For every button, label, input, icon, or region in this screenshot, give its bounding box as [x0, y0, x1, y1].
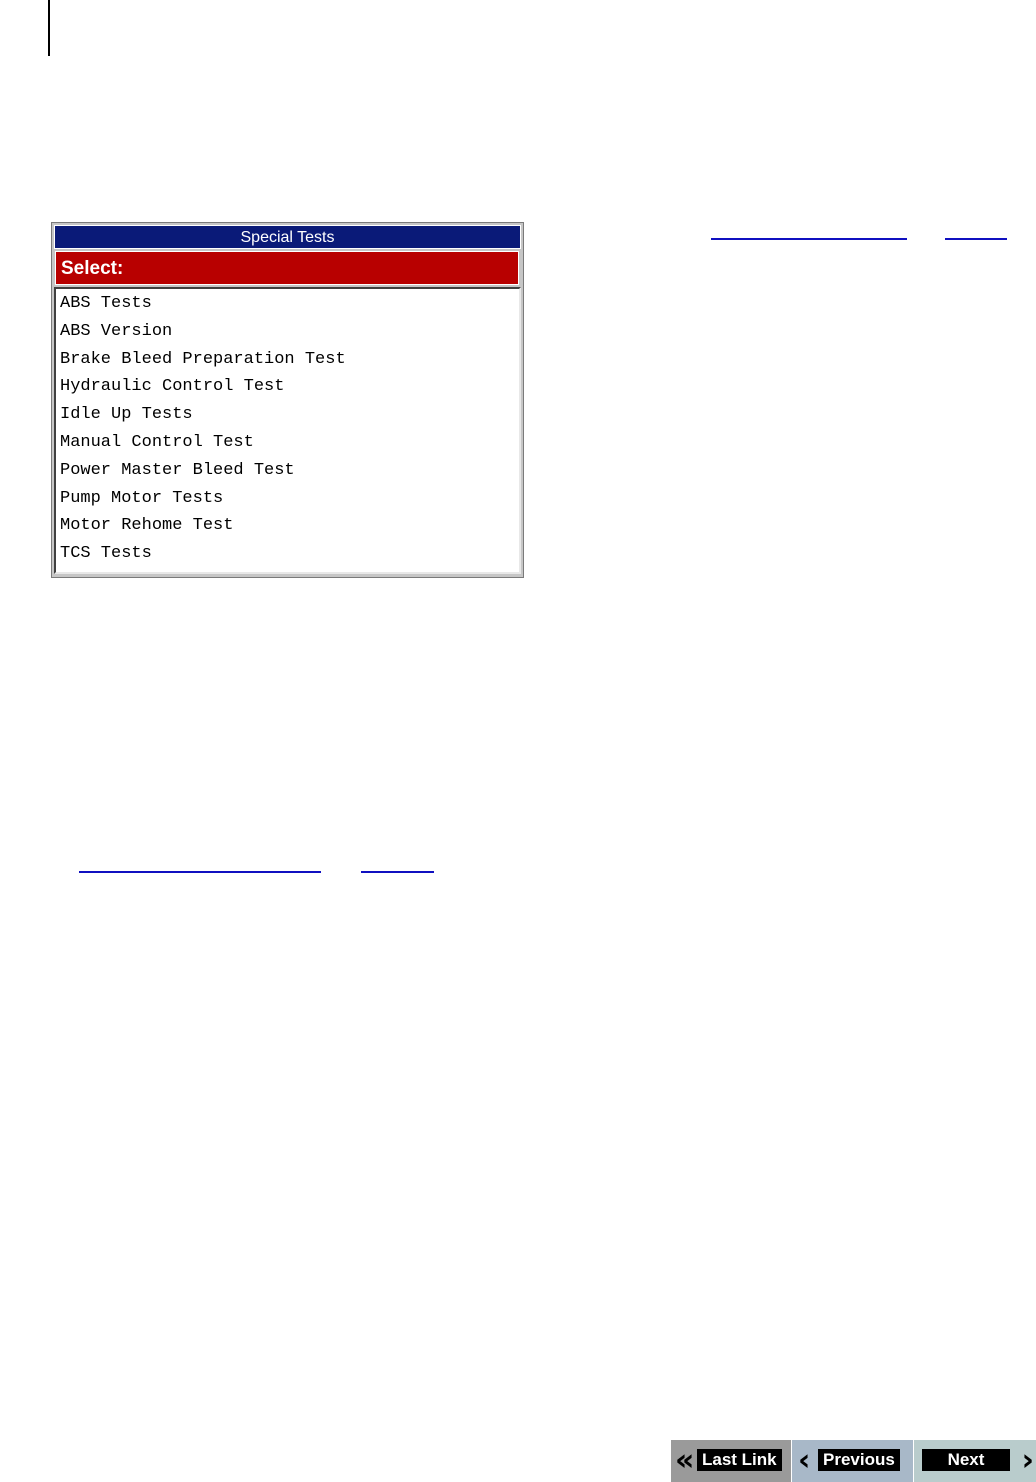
chevron-right-icon: › [1021, 1443, 1034, 1478]
next-label: Next [922, 1449, 1010, 1471]
select-prompt: Select: [55, 251, 519, 285]
previous-label: Previous [818, 1449, 900, 1471]
list-item-manual-control-test[interactable]: Manual Control Test [60, 432, 254, 452]
hyperlink[interactable] [711, 238, 907, 240]
navigation-bar [671, 1440, 1036, 1482]
previous-button[interactable] [792, 1440, 913, 1482]
margin-rule [48, 0, 50, 56]
next-button[interactable] [914, 1440, 1036, 1482]
list-item-brake-bleed-preparation-test[interactable]: Brake Bleed Preparation Test [60, 349, 346, 369]
window-title: Special Tests [54, 225, 521, 249]
list-item-hydraulic-control-test[interactable]: Hydraulic Control Test [60, 377, 285, 397]
chevron-left-icon: ‹ [798, 1443, 811, 1478]
special-tests-list [54, 287, 521, 574]
list-item-abs-tests[interactable]: ABS Tests [60, 294, 152, 313]
hyperlink[interactable] [361, 871, 434, 873]
last-link-button[interactable] [671, 1440, 791, 1482]
last-link-label: Last Link [697, 1449, 782, 1471]
list-item-pump-motor-tests[interactable]: Pump Motor Tests [60, 488, 224, 508]
list-item-idle-up-tests[interactable]: Idle Up Tests [60, 405, 193, 425]
list-item-tcs-tests[interactable]: TCS Tests [60, 544, 152, 564]
list-item-motor-rehome-test[interactable]: Motor Rehome Test [60, 516, 234, 536]
special-tests-window [51, 222, 524, 578]
hyperlink[interactable] [79, 871, 321, 873]
list-item-abs-version[interactable]: ABS Version [60, 321, 173, 341]
list-item-power-master-bleed-test[interactable]: Power Master Bleed Test [60, 460, 295, 480]
double-chevron-left-icon: « [675, 1443, 695, 1478]
hyperlink[interactable] [945, 238, 1007, 240]
